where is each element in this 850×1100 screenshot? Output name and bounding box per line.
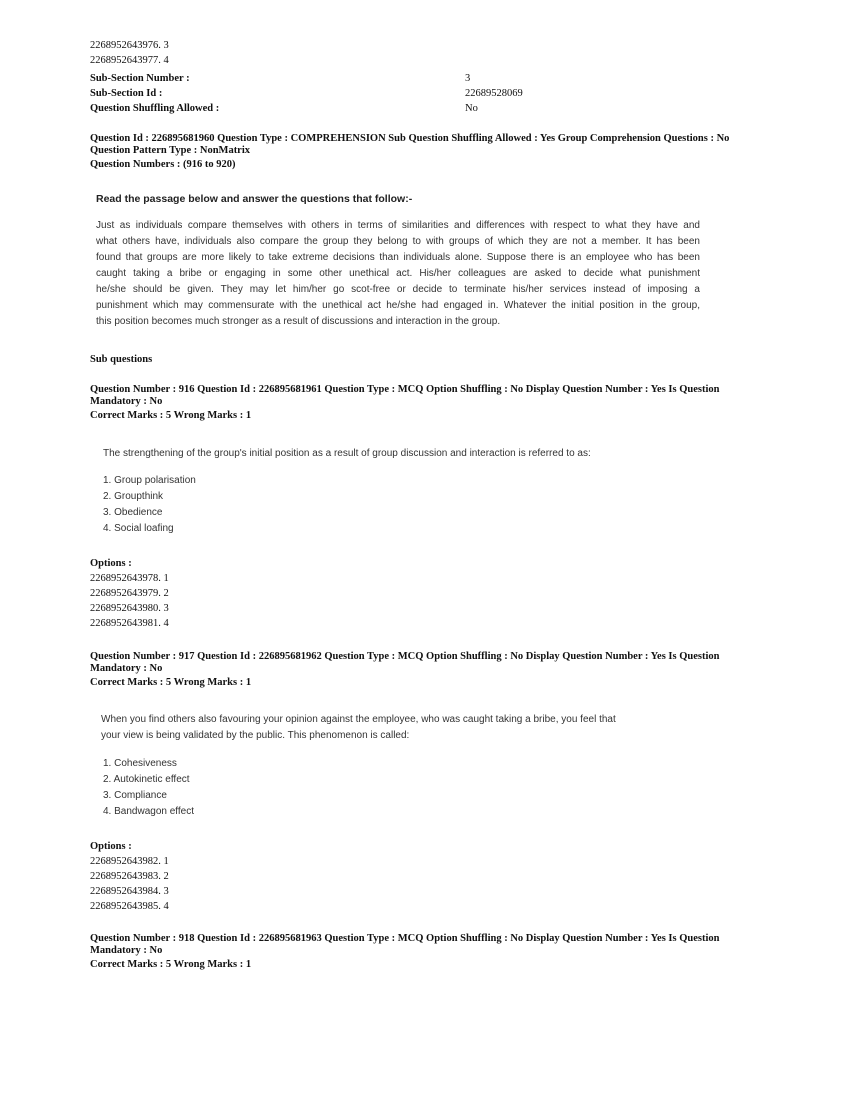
question-header: Question Number : 916 Question Id : 226895681961 Question Type : MCQ Option Shuffling : No Display Question Number : Yes Is Question xyxy=(90,384,720,395)
choice-list xyxy=(103,473,196,537)
option-id: 2268952643981. 4 xyxy=(90,618,169,629)
choice-item: 4. Social loafing xyxy=(103,523,174,534)
options-label: Options : xyxy=(90,558,132,569)
option-id: 2268952643985. 4 xyxy=(90,901,169,912)
question-header: Question Number : 918 Question Id : 226895681963 Question Type : MCQ Option Shuffling : No Display Question Number : Yes Is Question xyxy=(90,933,720,944)
option-id-line: 2268952643977. 4 xyxy=(90,55,169,66)
option-id-list xyxy=(90,854,169,914)
choice-item: 3. Obedience xyxy=(103,507,163,518)
passage-body xyxy=(96,218,700,330)
question-shuffling-value: No xyxy=(465,103,478,114)
comprehension-pattern-type: Question Pattern Type : NonMatrix xyxy=(90,145,251,156)
subsection-number-label: Sub-Section Number : xyxy=(90,73,190,84)
choice-item: 1. Group polarisation xyxy=(103,475,196,486)
question-mandatory: Mandatory : No xyxy=(90,945,163,956)
choice-item: 2. Autokinetic effect xyxy=(103,774,190,785)
comprehension-header: Question Id : 226895681960 Question Type : COMPREHENSION Sub Question Shuffling Allowed : Yes Group Comprehension Questions : No xyxy=(90,133,730,144)
question-text: The strengthening of the group's initial position as a result of group discussion and interaction is referred to as: xyxy=(103,448,591,459)
question-marks: Correct Marks : 5 Wrong Marks : 1 xyxy=(90,410,252,421)
question-header: Question Number : 917 Question Id : 226895681962 Question Type : MCQ Option Shuffling : No Display Question Number : Yes Is Question xyxy=(90,651,720,662)
option-id: 2268952643983. 2 xyxy=(90,871,169,882)
choice-list xyxy=(103,756,194,820)
choice-item: 4. Bandwagon effect xyxy=(103,806,194,817)
choice-item: 1. Cohesiveness xyxy=(103,758,177,769)
question-text: When you find others also favouring your opinion against the employee, who was caught taking a bribe, you feel that xyxy=(101,714,616,725)
passage-line: found that groups are more likely to take extreme decisions than individuals alone. Suppose there is an employee who has been xyxy=(96,252,700,263)
question-mandatory: Mandatory : No xyxy=(90,663,163,674)
question-mandatory: Mandatory : No xyxy=(90,396,163,407)
question-text: your view is being validated by the public. This phenomenon is called: xyxy=(101,730,410,741)
choice-item: 2. Groupthink xyxy=(103,491,164,502)
subsection-number-value: 3 xyxy=(465,73,471,84)
option-id-list xyxy=(90,571,169,631)
question-marks: Correct Marks : 5 Wrong Marks : 1 xyxy=(90,959,252,970)
option-id: 2268952643978. 1 xyxy=(90,573,169,584)
subsection-id-value: 22689528069 xyxy=(465,88,523,99)
passage-line: he/she should be given. They may let him/her go scot-free or decide to terminate his/her services instead of imposing a xyxy=(96,284,700,295)
options-label: Options : xyxy=(90,841,132,852)
option-id: 2268952643984. 3 xyxy=(90,886,169,897)
question-marks: Correct Marks : 5 Wrong Marks : 1 xyxy=(90,677,252,688)
passage-line: what others have, individuals also compare the group they belong to with groups of which they are not a member. It has been xyxy=(96,236,700,247)
passage-line: Just as individuals compare themselves with others in terms of similarities and differences with respect to what they have and xyxy=(96,220,700,231)
passage-line: caught taking a bribe or engaging in some other unethical act. His/her colleagues are asked to decide what punishment xyxy=(96,268,700,279)
option-id-line: 2268952643976. 3 xyxy=(90,40,169,51)
comprehension-question-numbers: Question Numbers : (916 to 920) xyxy=(90,159,236,170)
sub-questions-label: Sub questions xyxy=(90,354,153,365)
passage-line: punishment which may commensurate with the unethical act he/she had engaged in. Whatever the initial position in the group, xyxy=(96,300,700,311)
subsection-id-label: Sub-Section Id : xyxy=(90,88,163,99)
choice-item: 3. Compliance xyxy=(103,790,167,801)
passage-title: Read the passage below and answer the questions that follow:- xyxy=(96,193,413,205)
option-id: 2268952643979. 2 xyxy=(90,588,169,599)
question-shuffling-label: Question Shuffling Allowed : xyxy=(90,103,220,114)
option-id: 2268952643982. 1 xyxy=(90,856,169,867)
option-id: 2268952643980. 3 xyxy=(90,603,169,614)
passage-line: this position becomes much stronger as a result of discussions and interaction in the group. xyxy=(96,316,501,327)
